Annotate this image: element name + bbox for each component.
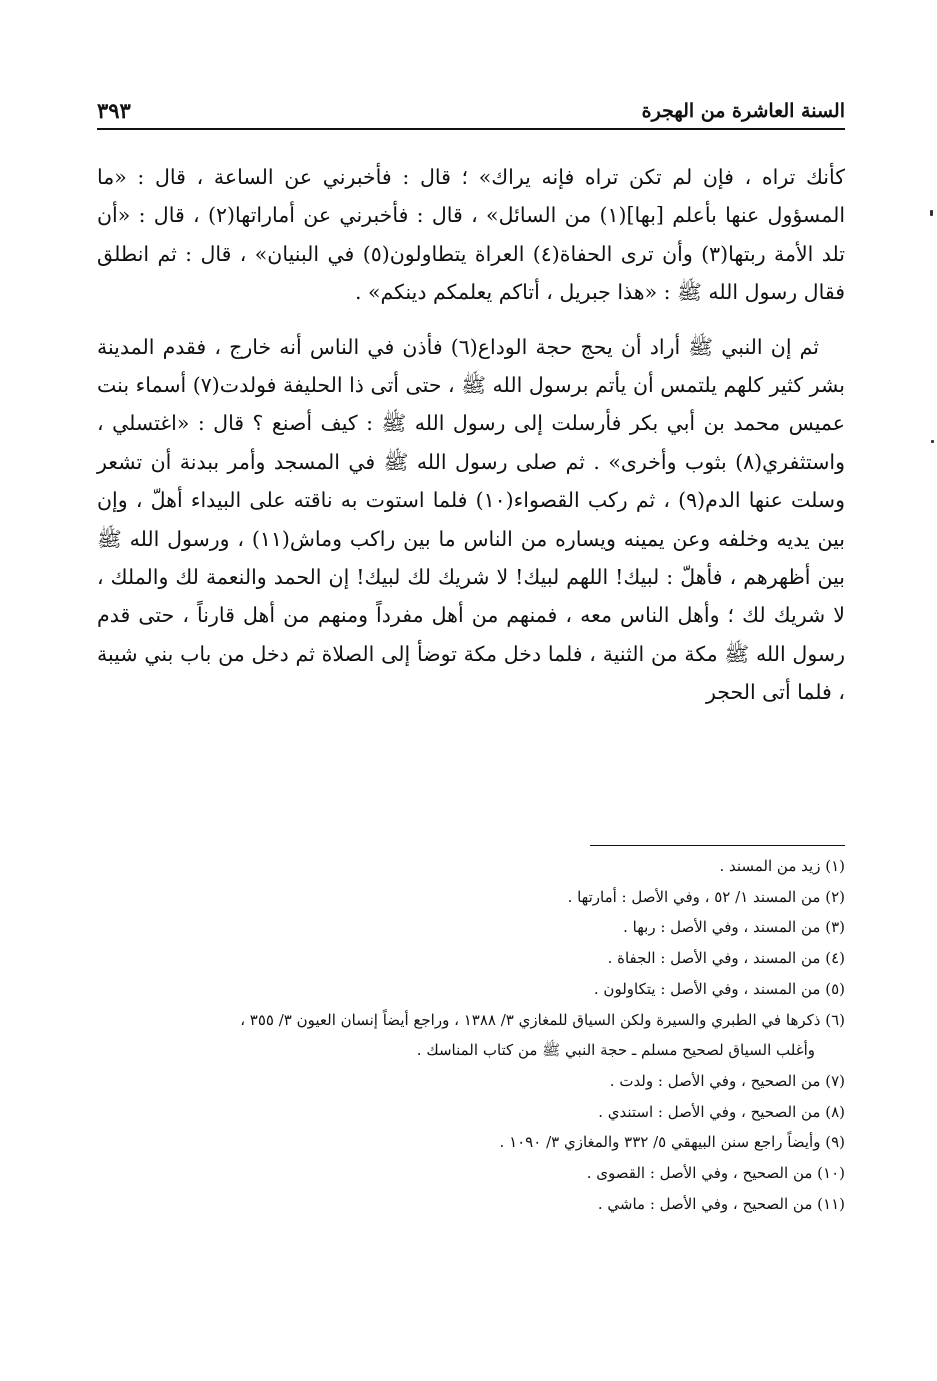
footnote-7: (٧) من الصحيح ، وفي الأصل : ولدت . xyxy=(609,1071,845,1090)
footnote-rule xyxy=(590,845,845,846)
footnotes xyxy=(97,851,845,1219)
running-title: السنة العاشرة من الهجرة xyxy=(641,100,845,122)
footnote-9: (٩) وأيضاً راجع سنن البيهقي ٥/ ٣٣٢ والمغازي ٣/ ١٠٩٠ . xyxy=(499,1133,845,1152)
footnote-4: (٤) من المسند ، وفي الأصل : الجفاة . xyxy=(607,949,845,968)
footnote-11: (١١) من الصحيح ، وفي الأصل : ماشي . xyxy=(597,1194,845,1213)
footnote-5: (٥) من المسند ، وفي الأصل : يتكاولون . xyxy=(593,979,845,998)
footnote-2: (٢) من المسند ١/ ٥٢ ، وفي الأصل : أمارتها . xyxy=(567,887,845,906)
footnote-3: (٣) من المسند ، وفي الأصل : ربها . xyxy=(623,918,845,937)
footnote-10: (١٠) من الصحيح ، وفي الأصل : القصوى . xyxy=(586,1164,845,1183)
footnote-8: (٨) من الصحيح ، وفي الأصل : استندي . xyxy=(598,1102,845,1121)
running-head xyxy=(97,96,845,130)
margin-scan-mark xyxy=(930,210,933,216)
header-rule xyxy=(97,128,845,130)
footnote-6-continuation: وأغلب السياق لصحيح مسلم ـ حجة النبي ﷺ من كتاب المناسك . xyxy=(416,1041,815,1060)
footnote-1: (١) زيد من المسند . xyxy=(719,857,845,875)
paragraph: كأنك تراه ، فإن لم تكن تراه فإنه يراك» ؛ قال : فأخبرني عن الساعة ، قال : «ما المسؤول عنها بأعلم [بها](١) من السائل» ، قال : فأخبرني عن أماراتها(٢) ، قال : «أن تلد الأمة ربتها(٣) وأن ترى الحفاة(٤) العراة يتطاولون(٥) في البنيان» ، قال : ثم انطلق فقال رسول الله ﷺ : «هذا جبريل ، أتاكم يعلمكم دينكم» . xyxy=(97,165,846,305)
margin-scan-mark xyxy=(931,440,934,443)
page-number: ٣٩٣ xyxy=(97,98,131,123)
main-text xyxy=(97,158,845,712)
footnote-6: (٦) ذكرها في الطبري والسيرة ولكن السياق للمغازي ٣/ ١٣٨٨ ، وراجع أيضاً إنسان العيون ٣/ ٣٥٥ ، xyxy=(240,1010,845,1029)
paragraph: ثم إن النبي ﷺ أراد أن يحج حجة الوداع(٦) فأذن في الناس أنه خارج ، فقدم المدينة بشر كثير كلهم يلتمس أن يأتم برسول الله ﷺ ، حتى أتى ذا الحليفة فولدت(٧) أسماء بنت عميس محمد بن أبي بكر فأرسلت إلى رسول الله ﷺ : كيف أصنع ؟ قال : «اغتسلي ، واستثفري(٨) بثوب وأخرى» . ثم صلى رسول الله ﷺ في المسجد وأمر ببدنة أن تشعر وسلت عنها الدم(٩) ، ثم ركب القصواء(١٠) فلما استوت به ناقته على البيداء أهلّ ، وإن بين يديه وخلفه وعن يمينه ويساره من الناس ما بين راكب وماش(١١) ، ورسول الله ﷺ بين أظهرهم ، فأهلّ : لبيك! اللهم لبيك! لا شريك لك لبيك! إن الحمد والنعمة لك والملك ، لا شريك لك ؛ وأهل الناس معه ، فمنهم من أهل مفرداً ومنهم من أهل قارناً ، حتى قدم رسول الله ﷺ مكة من الثنية ، فلما دخل مكة توضأ إلى الصلاة ثم دخل من باب بني شيبة ، فلما أتى الحجر xyxy=(97,334,846,705)
